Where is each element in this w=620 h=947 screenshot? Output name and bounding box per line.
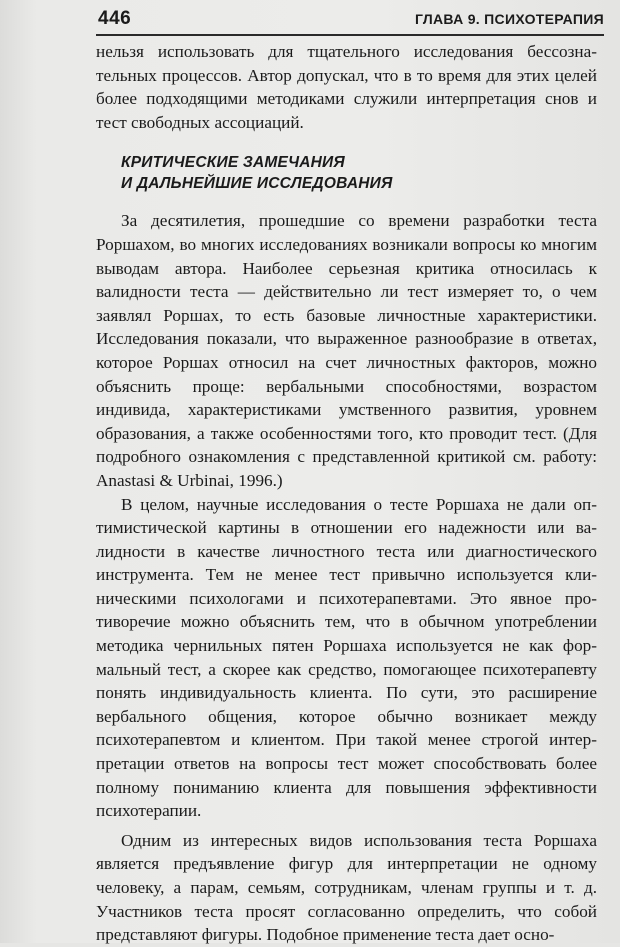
page-header xyxy=(96,6,604,36)
section-heading-line-1: КРИТИЧЕСКИЕ ЗАМЕЧАНИЯ xyxy=(121,154,345,172)
paragraph-1: нельзя использовать для тщательного исследования бессознательных процессов. Автор допускал, что в то время для этих целей более подходящими методиками служили интерпретация снов и тест свободных ассоциаций. xyxy=(96,42,597,132)
paragraph-2: За десятилетия, прошедшие со времени разработки теста Роршахом, во многих исследованиях возникали вопросы ко многим выводам автора. Наиболее серьезная критика относилась к валидности теста — действительно ли тест измеряет то, о чем заявлял Роршах, то есть базовые личностные характеристики. Исследования показали, что выраженное разнообразие в ответах, которое Роршах относил на счет личностных факторов, можно объяснить проще: вербальными способностями, возрастом индивида, характеристиками умственного развития, уровнем образования, а также особенностями того, кто проводит тест. (Для подробного ознакомления с представленной критикой см. работу: Anastasi & Urbinai, 1996.) xyxy=(96,211,597,490)
paragraph-3: В целом, научные исследования о тесте Роршаха не дали оптимистической картины в отношении его надежности или валидности в качестве личностного теста или диагностического инструмента. Тем не менее тест привычно используется клиническими психологами и психотерапевтами. Это явное противоречие можно объяснить тем, что в обычном употреблении методика чернильных пятен Роршаха используется не как формальный тест, а скорее как средство, помогающее психотерапевту понять индивидуальность клиента. По сути, это расширение вербального общения, которое обычно возникает между психотерапевтом и клиентом. При такой менее строгой интерпретации ответов на вопросы тест может способствовать более полному пониманию клиента для повышения эффективности психотерапии. xyxy=(96,494,597,821)
paragraph-4: Одним из интересных видов использования теста Роршаха является предъявление фигур для интерпретации не одному человеку, а парам, семьям, сотрудникам, членам группы и т. д. Участников теста просят согласованно определить, что собой представляют фигуры. Подобное применение теста дает осно- xyxy=(96,830,597,945)
body-text xyxy=(96,40,597,947)
running-head: ГЛАВА 9. ПСИХОТЕРАПИЯ xyxy=(414,11,604,27)
page-number: 446 xyxy=(98,8,132,29)
section-heading xyxy=(121,152,597,194)
section-heading-line-2: И ДАЛЬНЕЙШИЕ ИССЛЕДОВАНИЯ xyxy=(121,175,393,193)
